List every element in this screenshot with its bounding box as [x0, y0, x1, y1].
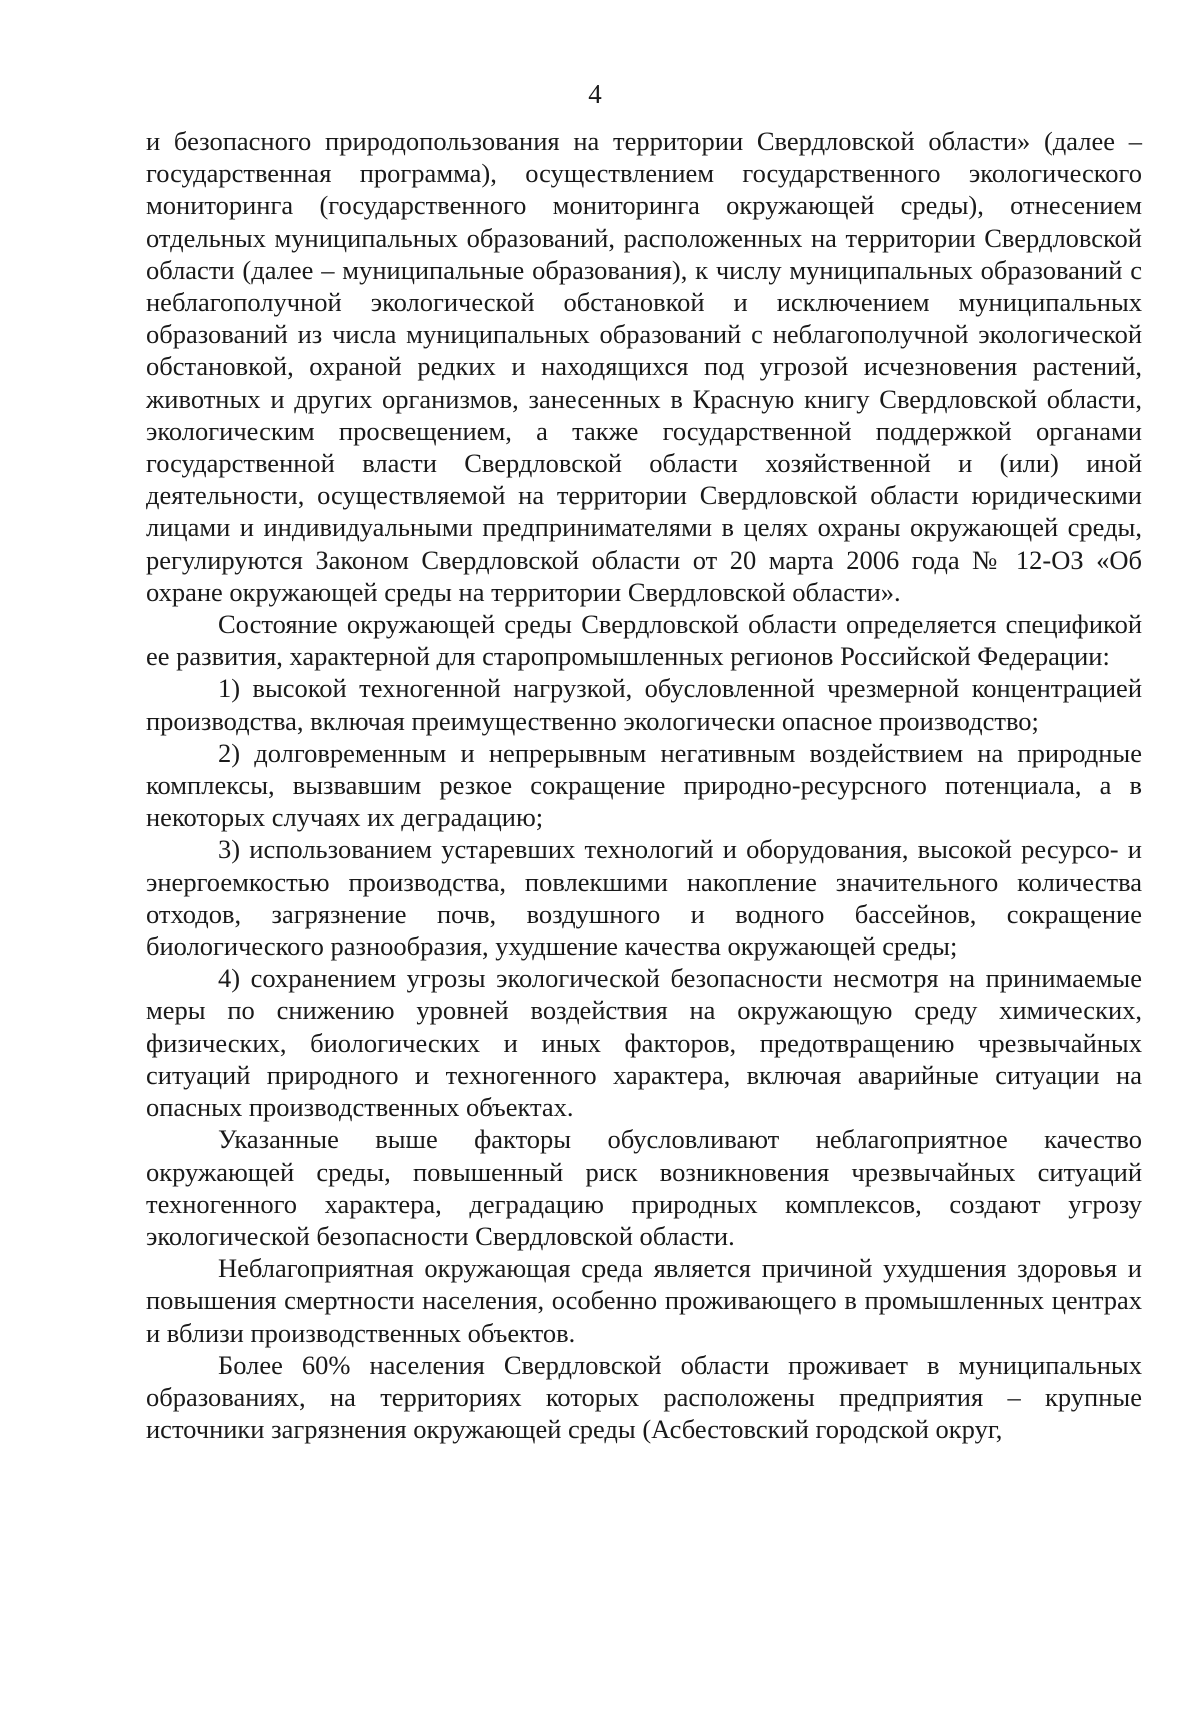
paragraph-environment-state: Состояние окружающей среды Свердловской области определяется спецификой ее развития, характерной для старопромышленных регионов Российской Федерации: — [146, 609, 1142, 672]
paragraph-factors: Указанные выше факторы обусловливают неблагоприятное качество окружающей среды, повышенный риск возникновения чрезвычайных ситуаций техногенного характера, деградацию природных комплексов, создают угрозу экологической безопасности Свердловской области. — [146, 1124, 1142, 1251]
list-item-3: 3) использованием устаревших технологий и оборудования, высокой ресурсо- и энергоемкостью производства, повлекшими накопление значительного количества отходов, загрязнение почв, воздушного и водного бассейнов, сокращение биологического разнообразия, ухудшение качества окружающей среды; — [146, 834, 1142, 962]
list-item-2: 2) долговременным и непрерывным негативным воздействием на природные комплексы, вызвавшим резкое сокращение природно-ресурсного потенциала, а в некоторых случаях их деградацию; — [146, 737, 1142, 833]
list-item-4: 4) сохранением угрозы экологической безопасности несмотря на принимаемые меры по снижению уровней воздействия на окружающую среду химических, физических, биологических и иных факторов, предотвращению чрезвычайных ситуаций природного и техногенного характера, включая аварийные ситуации на опасных производственных объектах. — [146, 963, 1142, 1123]
document-body — [146, 125, 1142, 1445]
list-item-1: 1) высокой техногенной нагрузкой, обусловленной чрезмерной концентрацией производства, включая преимущественно экологически опасное производство; — [146, 673, 1142, 736]
page-number: 4 — [588, 79, 602, 109]
paragraph-intro-continuation: и безопасного природопользования на территории Свердловской области» (далее – государственная программа), осуществлением государственного экологического мониторинга (государственного мониторинга окружающей среды), отнесением отдельных муниципальных образований, расположенных на территории Свердловской области (далее – муниципальные образования), к числу муниципальных образований с неблагополучной экологической обстановкой и исключением муниципальных образований из числа муниципальных образований с неблагополучной экологической обстановкой, охраной редких и находящихся под угрозой исчезновения растений, животных и других организмов, занесенных в Красную книгу Свердловской области, экологическим просвещением, а также государственной поддержкой органами государственной власти Свердловской области хозяйственной и (или) иной деятельности, осуществляемой на территории Свердловской области юридическими лицами и индивидуальными предпринимателями в целях охраны окружающей среды, регулируются Законом Свердловской области от 20 марта 2006 года № 12-ОЗ «Об охране окружающей среды на территории Свердловской области». — [146, 126, 1142, 607]
paragraph-health: Неблагоприятная окружающая среда является причиной ухудшения здоровья и повышения смертности населения, особенно проживающего в промышленных центрах и вблизи производственных объектов. — [146, 1253, 1142, 1348]
paragraph-population: Более 60% населения Свердловской области проживает в муниципальных образованиях, на территориях которых расположены предприятия – крупные источники загрязнения окружающей среды (Асбестовский городской округ, — [146, 1349, 1142, 1445]
